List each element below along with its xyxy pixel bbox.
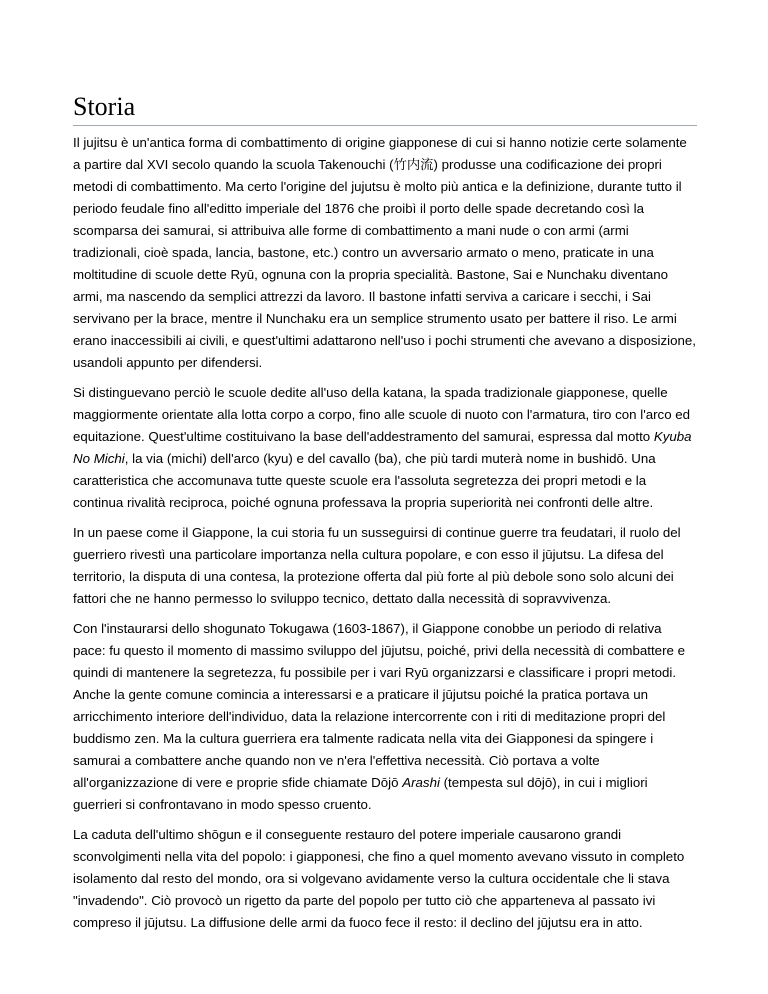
article-body (73, 92, 697, 934)
paragraph-text: Con l'instaurarsi dello shogunato Tokugawa (1603-1867), il Giappone conobbe un periodo di relativa pace: fu questo il momento di massimo sviluppo del jūjutsu, poiché, privi della necessità di combattere e quindi di mantenere la segretezza, fu possibile per i vari Ryū organizzarsi e classificare i propri metodi. Anche la gente comune comincia a interessarsi e a praticare il jūjutsu poiché la pratica portava un arricchimento interiore dell'individuo, data la relazione intercorrente con i riti di meditazione propri del buddismo zen. Ma la cultura guerriera era talmente radicata nella vita dei Giapponesi da spingere i samurai a combattere anche quando non ve n'era l'effettiva necessità. Ciò portava a volte all'organizzazione di vere e proprie sfide chiamate Dōjō (73, 621, 685, 790)
paragraph-text: (tempesta sul dōjō), in cui i migliori guerrieri si confrontavano in modo spesso cruento. (73, 775, 648, 812)
term-text: Arashi (402, 775, 440, 790)
paragraph (73, 618, 697, 816)
section-heading: Storia (73, 92, 697, 126)
paragraph (73, 382, 697, 514)
paragraph-text: Si distinguevano perciò le scuole dedite all'uso della katana, la spada tradizionale giapponese, quelle maggiormente orientate alla lotta corpo a corpo, fino alle scuole di nuoto con l'armatura, tiro con l'arco ed equitazione. Quest'ultime costituivano la base dell'addestramento del samurai, espressa dal motto (73, 385, 691, 444)
paragraph: La caduta dell'ultimo shōgun e il conseguente restauro del potere imperiale causarono grandi sconvolgimenti nella vita del popolo: i giapponesi, che fino a quel momento avevano vissuto in completo isolamento dal resto del mondo, ora si volgevano avidamente verso la cultura occidentale che li stava "invadendo". Ciò provocò un rigetto da parte del popolo per tutto ciò che apparteneva al passato ivi compreso il jūjutsu. La diffusione delle armi da fuoco fece il resto: il declino del jūjutsu era in atto. (73, 827, 685, 930)
paragraph-text: , la via (michi) dell'arco (kyu) e del cavallo (ba), che più tardi muterà nome in bushidō. Una caratteristica che accomunava tutte queste scuole era l'assoluta segretezza dei propri metodi e la continua rivalità reciproca, poiché ognuna professava la propria superiorità nei confronti delle altre. (73, 451, 656, 510)
motto-text: Kyuba No Michi (73, 429, 692, 466)
paragraph: In un paese come il Giappone, la cui storia fu un susseguirsi di continue guerre tra feudatari, il ruolo del guerriero rivestì una particolare importanza nella cultura popolare, e con esso il jūjutsu. La difesa del territorio, la disputa di una contesa, la protezione offerta dal più forte al più debole sono solo alcuni dei fattori che ne hanno permesso lo sviluppo tecnico, dettato dalla necessità di sopravvivenza. (73, 525, 681, 606)
paragraph: Il jujitsu è un'antica forma di combattimento di origine giapponese di cui si hanno notizie certe solamente a partire dal XVI secolo quando la scuola Takenouchi (竹内流) produsse una codificazione dei propri metodi di combattimento. Ma certo l'origine del jujutsu è molto più antica e la definizione, durante tutto il periodo feudale fino all'editto imperiale del 1876 che proibì il porto delle spade decretando così la scomparsa dei samurai, si attribuiva alle forme di combattimento a mani nude o con armi (armi tradizionali, cioè spada, lancia, bastone, etc.) contro un avversario armato o meno, praticate in una moltitudine di scuole dette Ryū, ognuna con la propria specialità. Bastone, Sai e Nunchaku diventano armi, ma nascendo da semplici attrezzi da lavoro. Il bastone infatti serviva a caricare i secchi, i Sai servivano per la brace, mentre il Nunchaku era un semplice strumento usato per battere il riso. Le armi erano inaccessibili ai civili, e quest'ultimi adattarono nell'uso i pochi strumenti che avevano a disposizione, usandoli appunto per difendersi. (73, 135, 696, 370)
